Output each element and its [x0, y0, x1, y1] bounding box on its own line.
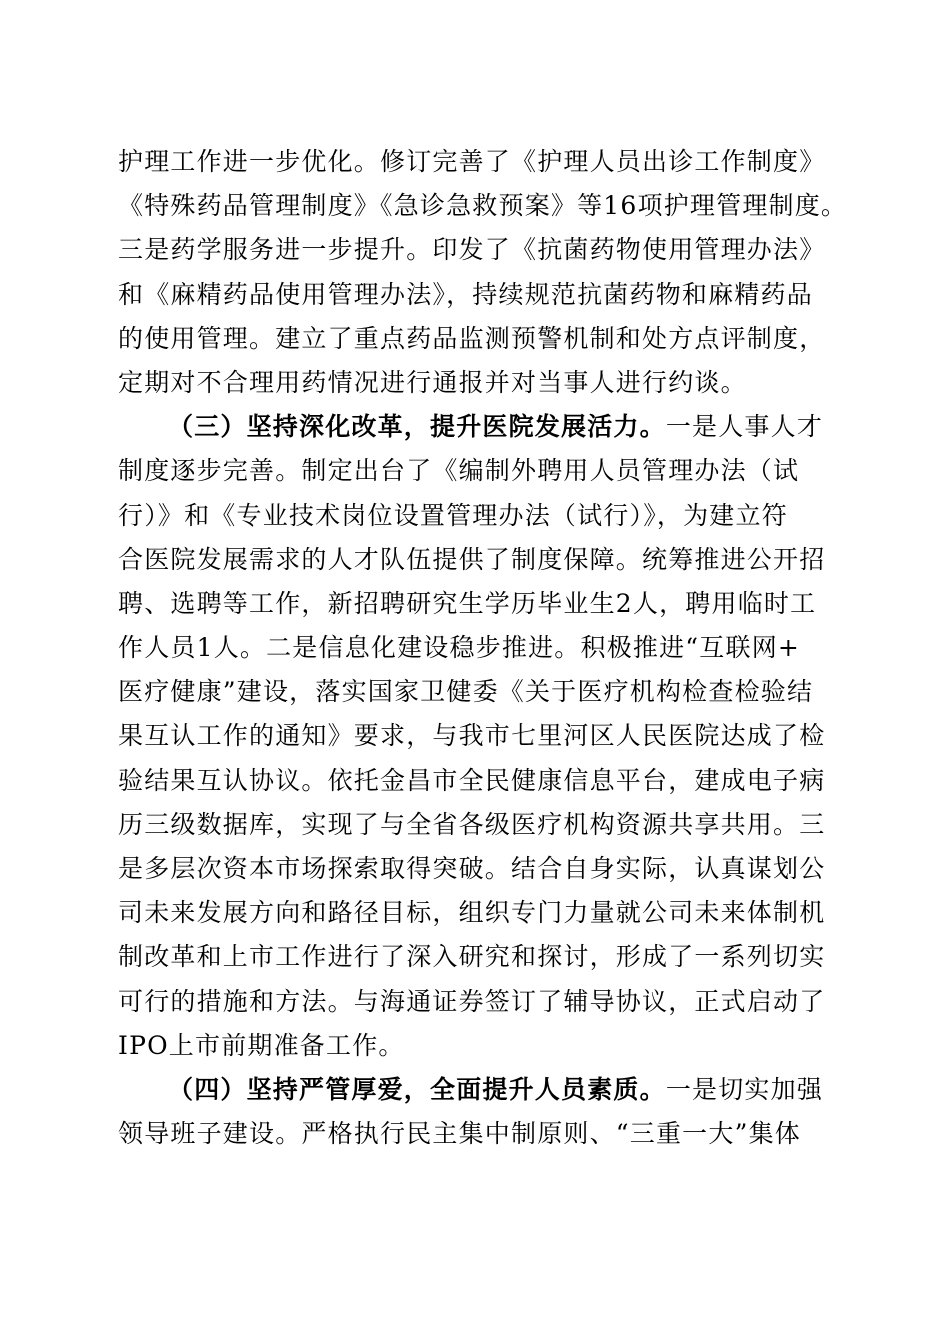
body-text: 司未来发展方向和路径目标，组织专门力量就公司未来体制机: [118, 898, 826, 928]
body-text: 作人员1人。二是信息化建设稳步推进。积极推进“互联网+: [118, 633, 801, 663]
text-line: [118, 891, 838, 935]
document-body: [118, 140, 848, 1156]
body-text: 聘、选聘等工作，新招聘研究生学历毕业生2人，聘用临时工: [118, 588, 817, 618]
section-heading-text: （四）坚持严管厚爱，全面提升人员素质。: [168, 1074, 666, 1104]
text-line: [118, 1024, 838, 1068]
body-text: 是多层次资本市场探索取得突破。结合自身实际，认真谋划公: [118, 854, 826, 883]
body-text: 可行的措施和方法。与海通证券签订了辅导协议，正式启动了: [118, 986, 826, 1016]
paragraph-heading-line: [118, 1068, 838, 1112]
text-line: [118, 980, 838, 1024]
text-line: [118, 847, 838, 891]
text-line: [118, 184, 848, 228]
text-line: [118, 626, 838, 670]
text-line: [118, 670, 838, 714]
body-text: 护理工作进一步优化。修订完善了《护理人员出诊工作制度》: [118, 147, 826, 176]
text-line: [118, 582, 838, 626]
body-text: 定期对不合理用药情况进行通报并对当事人进行约谈。: [118, 367, 747, 397]
paragraph-heading-line: [118, 405, 838, 449]
text-line: [118, 140, 838, 184]
text-line: [118, 273, 838, 317]
body-text: 三是药学服务进一步提升。印发了《抗菌药物使用管理办法》: [118, 235, 826, 265]
body-text: 一是人事人才: [665, 412, 824, 442]
body-text: 行）》和《专业技术岗位设置管理办法（试行）》，为建立符: [118, 500, 788, 530]
text-line: [118, 714, 838, 758]
body-text: 验结果互认协议。依托金昌市全民健康信息平台，建成电子病: [118, 765, 826, 795]
text-line: [118, 538, 838, 582]
body-text: 制改革和上市工作进行了深入研究和探讨，形成了一系列切实: [118, 942, 826, 972]
section-heading-text: （三）坚持深化改革，提升医院发展活力。: [168, 412, 666, 442]
body-text: 合医院发展需求的人才队伍提供了制度保障。统筹推进公开招: [118, 544, 826, 574]
body-text: 的使用管理。建立了重点药品监测预警机制和处方点评制度，: [118, 323, 826, 353]
text-line: [118, 361, 838, 405]
body-text: 制度逐步完善。制定出台了《编制外聘用人员管理办法（试: [118, 456, 800, 486]
body-text: 历三级数据库，实现了与全省各级医疗机构资源共享共用。三: [118, 809, 826, 839]
body-text: 医疗健康”建设，落实国家卫健委《关于医疗机构检查检验结: [118, 677, 814, 707]
text-line: [118, 1112, 838, 1156]
body-text: IPO上市前期准备工作。: [118, 1030, 405, 1060]
body-text: 果互认工作的通知》要求，与我市七里河区人民医院达成了检: [118, 721, 826, 751]
body-text: 和《麻精药品使用管理办法》，持续规范抗菌药物和麻精药品: [118, 279, 813, 309]
body-text: 《特殊药品管理制度》《急诊急救预案》等16项护理管理制度。: [118, 191, 848, 221]
text-line: [118, 494, 838, 538]
text-line: [118, 803, 838, 847]
text-line: [118, 317, 838, 361]
body-text: 领导班子建设。严格执行民主集中制原则、“三重一大”集体: [118, 1119, 801, 1149]
text-line: [118, 759, 838, 803]
text-line: [118, 935, 838, 979]
text-line: [118, 449, 838, 493]
text-line: [118, 228, 838, 272]
body-text: 一是切实加强: [665, 1074, 824, 1104]
